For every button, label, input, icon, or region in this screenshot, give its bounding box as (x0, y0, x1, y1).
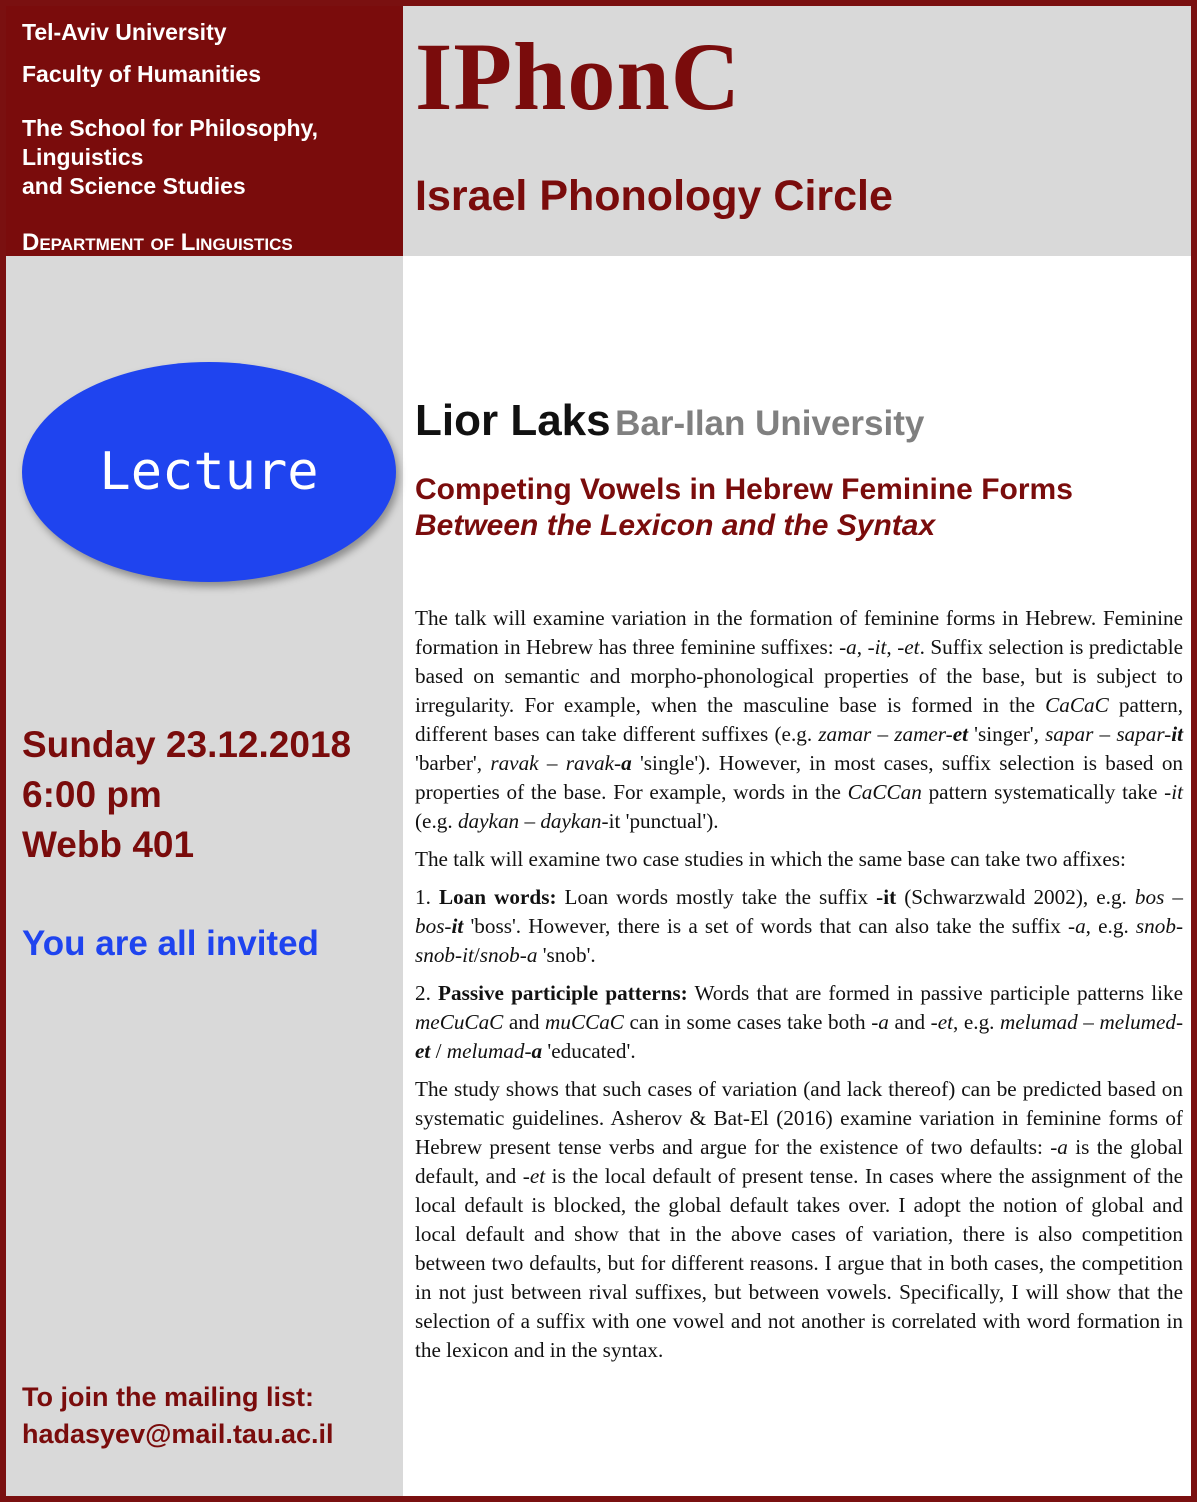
abstract-paragraph (415, 1075, 1183, 1365)
abstract-text-run: it (451, 914, 464, 938)
abstract-text-run: -it (867, 635, 887, 659)
abstract-text-run: (e.g. (415, 809, 458, 833)
abstract-text-run: snob-a (479, 943, 538, 967)
abstract-text-run: / (473, 943, 480, 967)
abstract-paragraph (415, 883, 1183, 970)
abstract-text-run: bos- (415, 914, 452, 938)
abstract (415, 604, 1183, 1374)
abstract-text-run: pattern, different bases can take different suffixes (e.g. (415, 693, 1183, 746)
abstract-text-run: – (1077, 1010, 1100, 1034)
abstract-text-run: CaCaC (1045, 693, 1109, 717)
abstract-text-run: 2. (415, 981, 439, 1005)
abstract-text-run: can in some cases take both (623, 1010, 872, 1034)
abstract-text-run: The talk will examine variation in the formation of feminine forms in Hebrew. Feminine formation in Hebrew has three feminine suffixes: (415, 606, 1183, 659)
abstract-text-run: -a (1068, 914, 1086, 938)
speaker-affiliation: Bar-Ilan University (615, 404, 925, 443)
abstract-text-run: Loan words: (438, 885, 557, 909)
abstract-text-run: melumad (1000, 1010, 1078, 1034)
abstract-text-run: it (1171, 722, 1183, 746)
abstract-text-run: The study shows that such cases of variation (and lack thereof) can be predicted based on systematic guidelines. Asherov & Bat-El (2016) examine variation in feminine forms of Hebrew present tense verbs and argue for the existence of two defaults: (415, 1077, 1183, 1159)
abstract-text-run: bos (1134, 885, 1165, 909)
abstract-text-run: (Schwarzwald 2002), e.g. (896, 885, 1135, 909)
abstract-text-run: – (538, 751, 566, 775)
abstract-text-run: 'singer', (967, 722, 1046, 746)
event-date: Sunday 23.12.2018 (22, 724, 352, 765)
abstract-text-run: and (888, 1010, 931, 1034)
abstract-paragraph (415, 604, 1183, 836)
abstract-text-run: CaCCan (847, 780, 922, 804)
abstract-text-run: 'boss'. However, there is a set of words that can also take the suffix (463, 914, 1069, 938)
abstract-text-run: , e.g. (1085, 914, 1136, 938)
abstract-text-run: . Suffix selection is predictable based on semantic and morpho-phonological properties of the base, but is subject to irregularity. For example, when the masculine base is formed in the (415, 635, 1184, 717)
abstract-text-run: -it (1164, 780, 1183, 804)
abstract-text-run: et (415, 1039, 431, 1063)
talk-subtitle: Between the Lexicon and the Syntax (415, 509, 936, 542)
invitation-text: You are all invited (22, 924, 319, 963)
abstract-text-run: meCuCaC (415, 1010, 504, 1034)
abstract-text-run: Words that are formed in passive participle patterns like (687, 981, 1184, 1005)
abstract-text-run: – (871, 722, 895, 746)
school-line-1: The School for Philosophy, (22, 115, 319, 141)
department-name: Department of Linguistics (22, 229, 293, 256)
talk-title: Competing Vowels in Hebrew Feminine Forms (415, 473, 1073, 506)
event-room: Webb 401 (22, 824, 195, 865)
abstract-text-run: – (1164, 885, 1183, 909)
lecture-badge (22, 362, 396, 582)
abstract-text-run: Passive participle patterns: (438, 981, 688, 1005)
abstract-text-run: melumad- (446, 1039, 532, 1063)
abstract-text-run: and (503, 1010, 546, 1034)
abstract-text-run: -a (1050, 1135, 1068, 1159)
abstract-text-run: muCCaC (545, 1010, 624, 1034)
abstract-text-run: The talk will examine two case studies in which the same base can take two affixes: (415, 847, 1126, 871)
abstract-text-run: 'single'). However, in most cases, suffix selection is based on properties of the base. For example, words in the (415, 751, 1184, 804)
abstract-text-run: -it 'punctual'). (601, 809, 719, 833)
series-name: Israel Phonology Circle (415, 172, 893, 220)
abstract-text-run: Loan words mostly take the suffix (556, 885, 877, 909)
abstract-text-run: 1. (415, 885, 439, 909)
abstract-text-run: , (886, 635, 898, 659)
abstract-text-run: snob- snob-it (415, 914, 1184, 967)
abstract-text-run: , (856, 635, 868, 659)
abstract-text-run: a (621, 751, 632, 775)
university-header (6, 6, 403, 256)
abstract-text-run: sapar- (1116, 722, 1172, 746)
school-line-2: Linguistics (22, 144, 144, 170)
school-line-3: and Science Studies (22, 173, 246, 199)
abstract-paragraph (415, 845, 1183, 874)
abstract-text-run: daykan (457, 809, 520, 833)
abstract-text-run: 'educated'. (542, 1039, 636, 1063)
abstract-text-run: zamer- (894, 722, 953, 746)
abstract-text-run: melumed- (1099, 1010, 1184, 1034)
abstract-text-run: daykan (540, 809, 602, 833)
abstract-text-run: ravak (490, 751, 539, 775)
abstract-text-run: ravak- (565, 751, 622, 775)
abstract-text-run: – (519, 809, 541, 833)
abstract-text-run: / (430, 1039, 447, 1063)
abstract-text-run: -it (876, 885, 897, 909)
abstract-text-run: et (952, 722, 968, 746)
abstract-text-run: sapar (1045, 722, 1094, 746)
mailing-list-label: To join the mailing list: (22, 1382, 314, 1412)
abstract-text-run: -et (522, 1164, 546, 1188)
abstract-text-run: 'barber', (415, 751, 491, 775)
series-acronym: IPhonC (415, 23, 742, 130)
abstract-text-run: 'snob'. (537, 943, 596, 967)
university-name: Tel-Aviv University (22, 19, 227, 45)
mailing-list-email[interactable]: hadasyev@mail.tau.ac.il (22, 1419, 334, 1449)
abstract-text-run: -a (871, 1010, 889, 1034)
lecture-badge-label: Lecture (99, 442, 319, 502)
event-time: 6:00 pm (22, 774, 162, 815)
abstract-text-run: is the global default, and (415, 1135, 1183, 1188)
abstract-text-run: -a (839, 635, 857, 659)
abstract-paragraph (415, 979, 1183, 1066)
speaker-line (415, 396, 924, 446)
abstract-text-run: , e.g. (953, 1010, 1001, 1034)
faculty-name: Faculty of Humanities (22, 61, 261, 87)
abstract-text-run: -et (930, 1010, 953, 1034)
abstract-text-run: is the local default of present tense. In cases where the assignment of the local default is blocked, the global default takes over. I adopt the notion of global and local default and show that in the above cases of variation, there is also competition between two defaults, but for different reasons. I argue that in both cases, the competition in not just between rival suffixes, but between vowels. Specifically, I will show that the selection of a suffix with one vowel and not another is correlated with word formation in the lexicon and in the syntax. (415, 1164, 1183, 1362)
abstract-text-run: – (1093, 722, 1117, 746)
abstract-text-run: pattern systematically take (921, 780, 1165, 804)
abstract-text-run: -et (897, 635, 920, 659)
speaker-name: Lior Laks (415, 396, 611, 445)
abstract-text-run: a (531, 1039, 543, 1063)
abstract-text-run: zamar (818, 722, 872, 746)
